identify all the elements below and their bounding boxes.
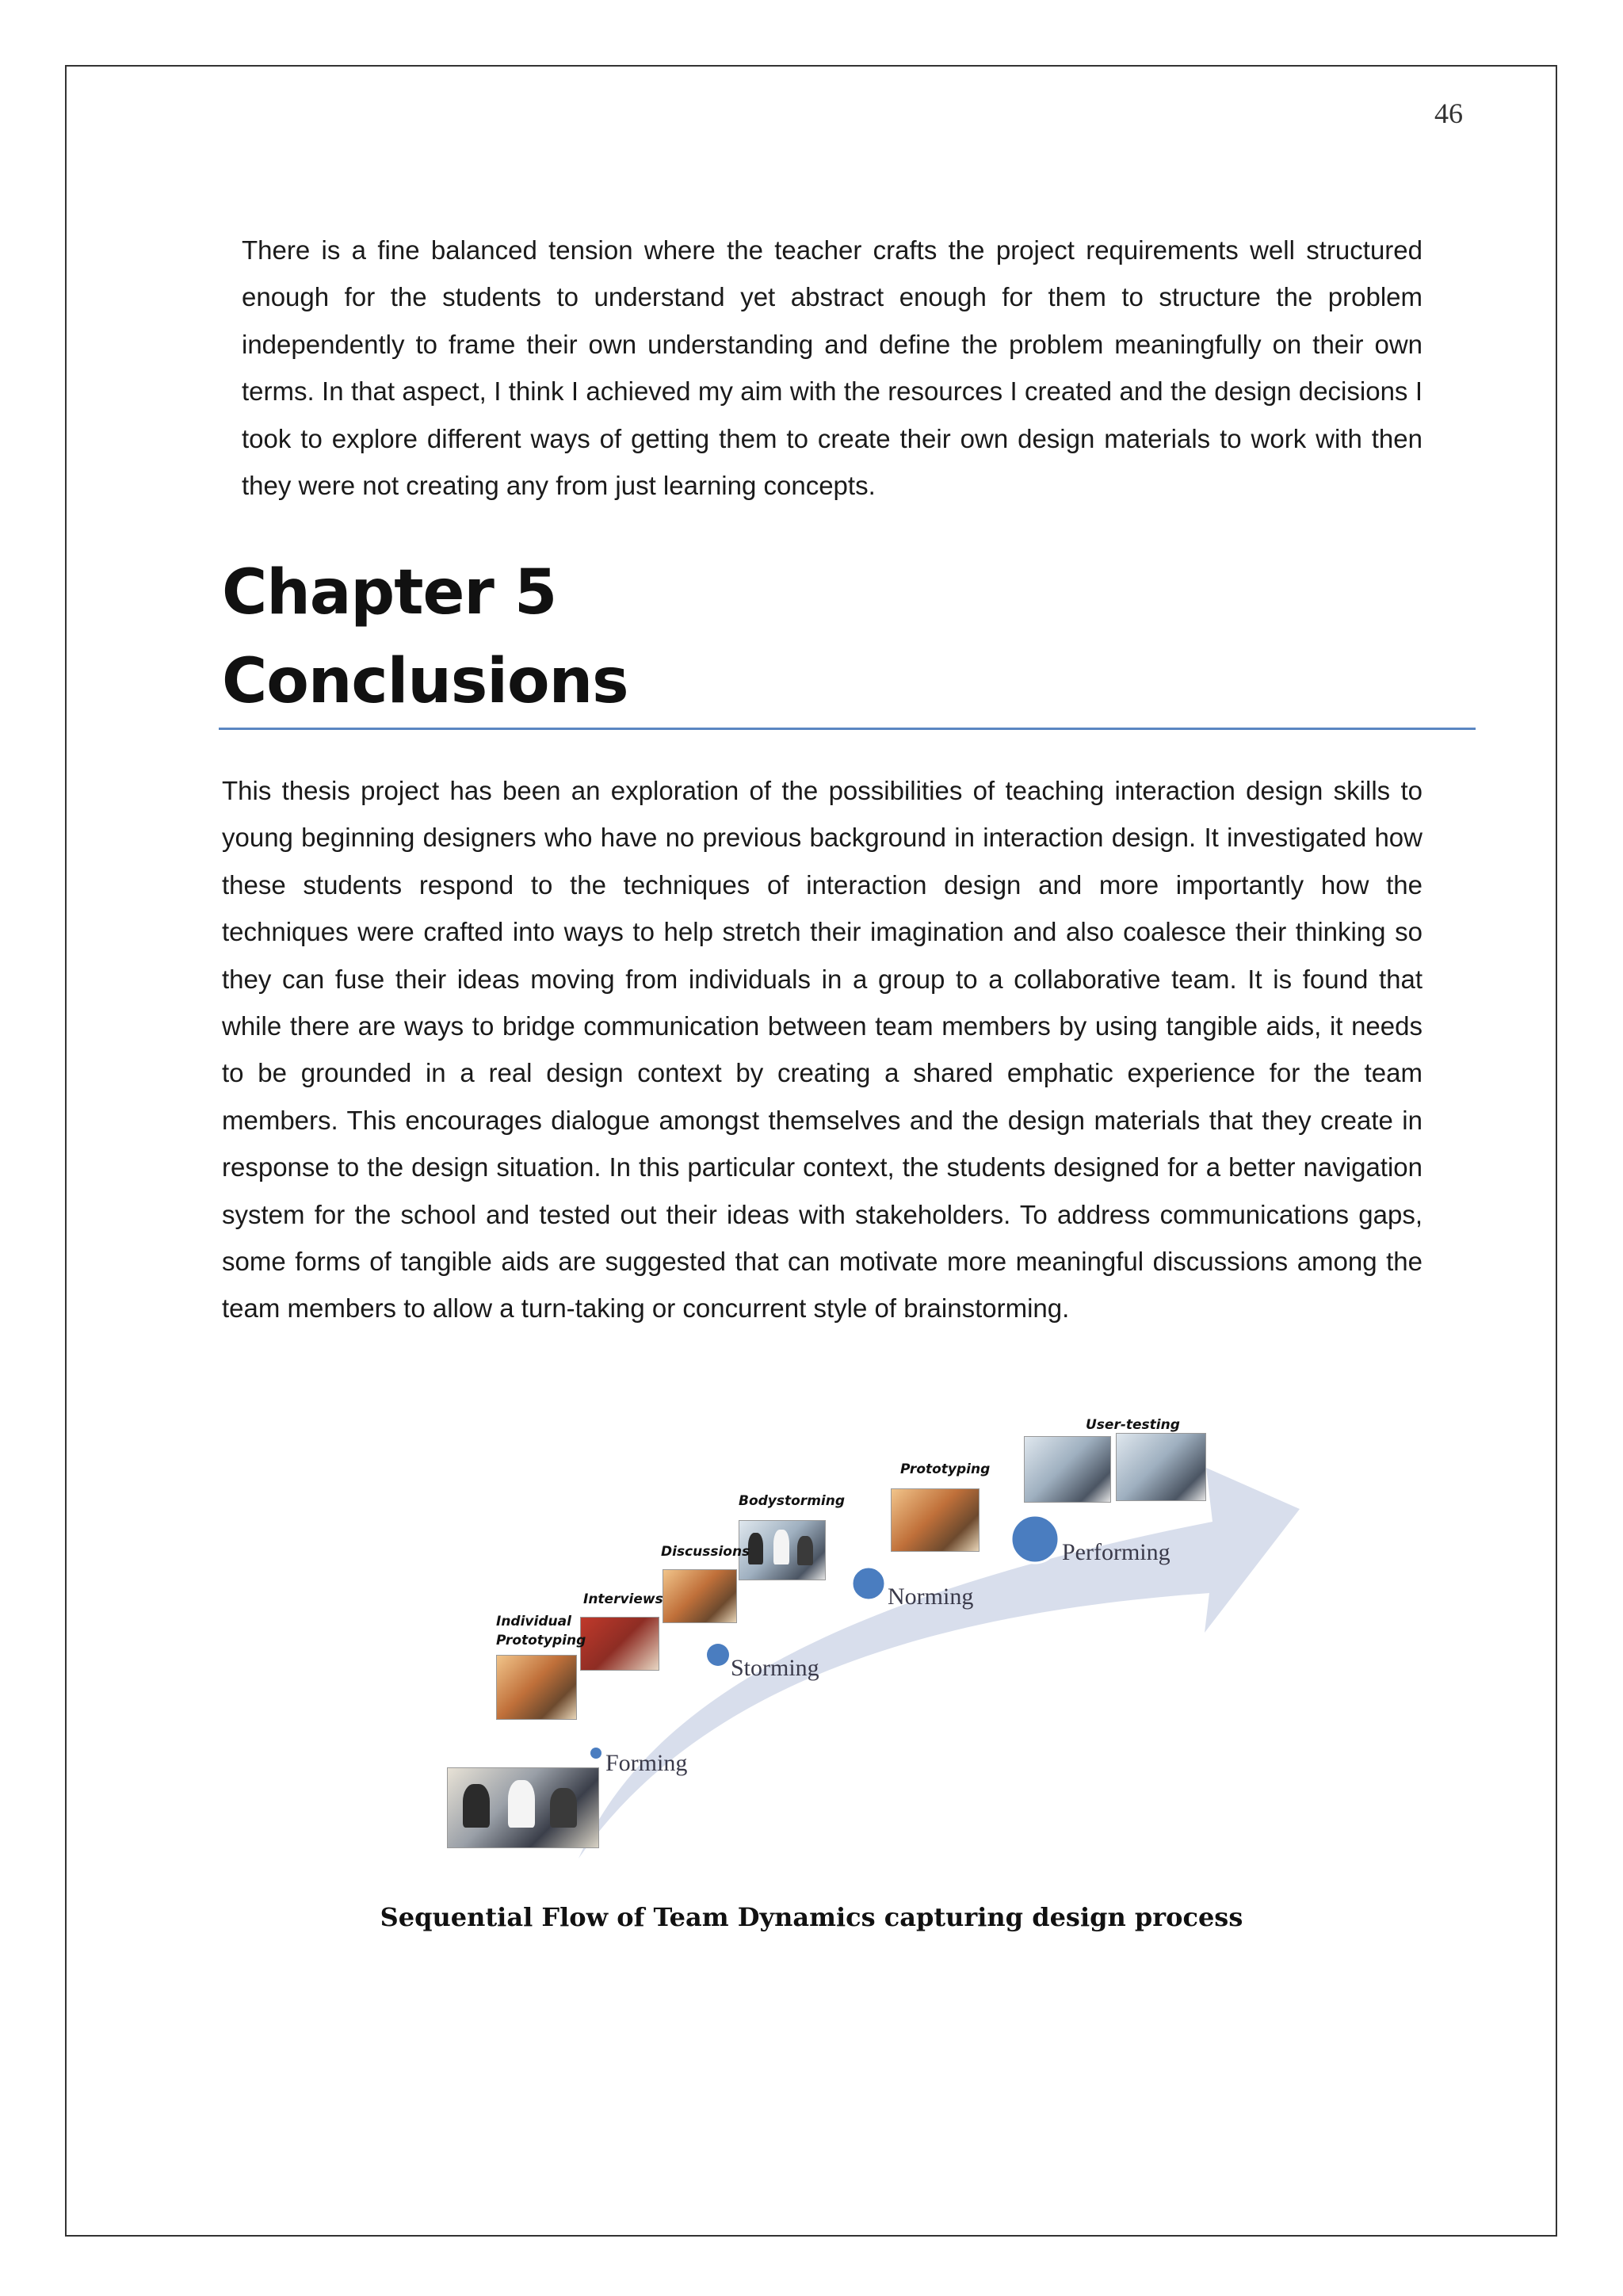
step-label-line: Individual [496,1614,571,1629]
prototyping-photo [891,1488,980,1552]
step-label-line: Prototyping [496,1633,586,1648]
chapter-title: Conclusions [222,646,628,717]
step-label-interviews: Interviews [583,1591,663,1607]
chapter-heading [222,548,628,726]
interviews-photo [580,1617,659,1671]
phase-label-performing: Performing [1062,1539,1170,1565]
user-testing-photo-2 [1116,1433,1206,1501]
discussions-photo [663,1569,737,1623]
step-label-bodystorming: Bodystorming [739,1493,846,1509]
user-testing-photo-1 [1024,1436,1111,1503]
figure-caption: Sequential Flow of Team Dynamics capturing design process [380,1902,1243,1932]
chapter-divider [219,728,1476,730]
forming-photo [447,1767,599,1848]
step-label-discussions: Discussions [661,1544,750,1560]
norming-dot [852,1567,885,1600]
individual-prototyping-photo [496,1655,577,1720]
phase-label-norming: Norming [888,1584,974,1610]
phase-label-forming: Forming [605,1750,688,1776]
performing-dot [1011,1515,1059,1563]
step-label-user-testing: User-testing [1086,1417,1180,1433]
forming-dot [590,1748,601,1759]
step-label-prototyping: Prototyping [900,1461,991,1477]
chapter-number: Chapter 5 [222,557,557,628]
page-number: 46 [1434,97,1463,129]
body-paragraph: This thesis project has been an exploration of the possibilities of teaching interaction design skills to young beginning designers who have no previous background in interaction design. It investigated how these students respond to the techniques of interaction design and more importantly how the techniques were crafted into ways to help stretch their imagination and also coalesce their thinking so they can fuse their ideas moving from individuals in a group to a collaborative team. It is found that while there are ways to bridge communication between team members by using tangible aids, it needs to be grounded in a real design context by creating a shared emphatic experience for the team members. This encourages dialogue amongst themselves and the design materials that they create in response to the design situation. In this particular context, the students designed for a better navigation system for the school and tested out their ideas with stakeholders. To address communications gaps, some forms of tangible aids are suggested that can motivate more meaningful discussions among the team members to allow a turn-taking or concurrent style of brainstorming. [222,776,1423,1324]
phase-label-storming: Storming [731,1655,819,1681]
storming-dot [707,1644,729,1666]
body-paragraph: There is a fine balanced tension where the teacher crafts the project requirements well structured enough for the students to understand yet abstract enough for them to structure the problem independently to frame their own understanding and define the problem meaningfully on their own terms. In that aspect, I think I achieved my aim with the resources I created and the design decisions I took to explore different ways of getting them to create their own design materials to work with then they were not creating any from just learning concepts. [242,235,1423,501]
team-dynamics-figure [428,1403,1316,1878]
bodystorming-photo [739,1520,826,1580]
step-label-individual-prototyping [496,1612,586,1650]
